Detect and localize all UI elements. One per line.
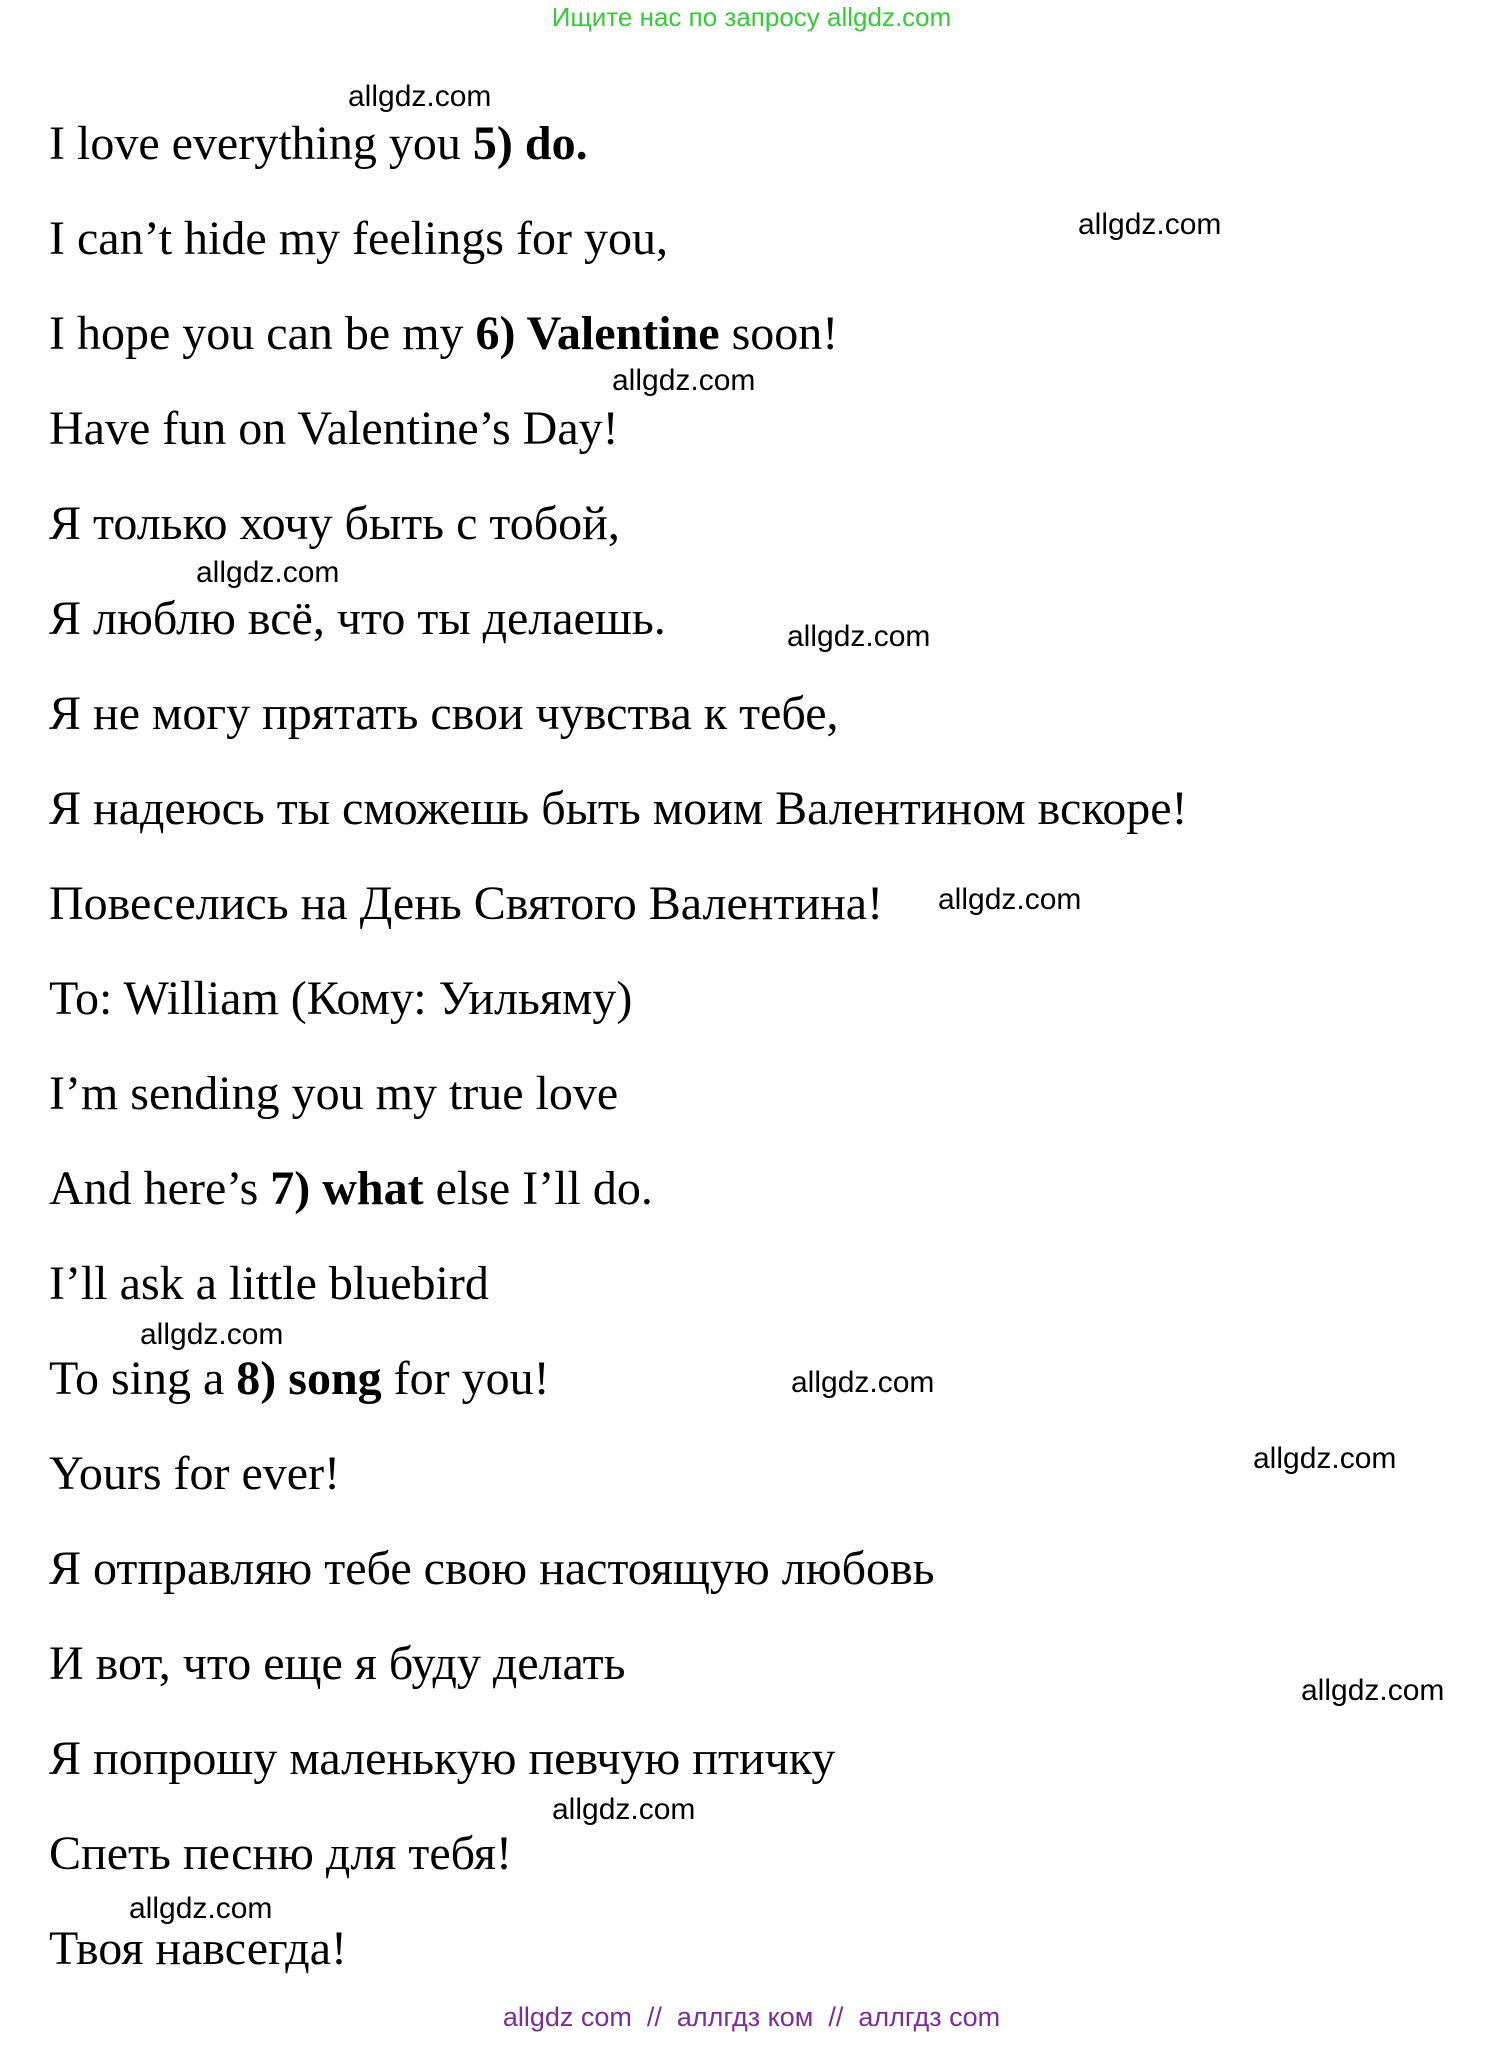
text-line: Я только хочу быть с тобой, — [49, 497, 620, 550]
header-search-link[interactable]: Ищите нас по запросу allgdz.com — [551, 2, 952, 32]
line-text: for you! — [381, 1352, 550, 1405]
watermark: allgdz.com — [938, 883, 1082, 916]
watermark: allgdz.com — [196, 556, 340, 589]
line-text: soon! — [719, 307, 839, 360]
watermark: allgdz.com — [787, 620, 931, 653]
text-line: Я не могу прятать свои чувства к тебе, — [49, 687, 839, 740]
text-line: Я люблю всё, что ты делаешь. — [49, 592, 666, 645]
watermark: allgdz.com — [552, 1793, 696, 1826]
text-line: Твоя навсегда! — [49, 1922, 348, 1975]
line-text: I hope you can be my — [49, 307, 476, 360]
text-line: Я надеюсь ты сможешь быть моим Валентином вскоре! — [49, 782, 1188, 835]
text-line — [49, 117, 588, 170]
footer-links[interactable]: allgdz com // аллгдз ком // аллгдз com — [502, 2002, 1001, 2032]
text-line: I’ll ask a little bluebird — [49, 1257, 489, 1310]
watermark: allgdz.com — [1301, 1674, 1445, 1707]
text-line: Я отправляю тебе свою настоящую любовь — [49, 1542, 935, 1595]
watermark: allgdz.com — [129, 1892, 273, 1925]
line-text: To sing a — [49, 1352, 237, 1405]
line-text: else I’ll do. — [423, 1162, 653, 1215]
watermark: allgdz.com — [791, 1366, 935, 1399]
answer-bold: 6) Valentine — [475, 307, 720, 360]
watermark: allgdz.com — [1253, 1442, 1397, 1475]
line-text: And here’s — [49, 1162, 271, 1215]
answer-bold: 5) do. — [472, 117, 588, 170]
text-line: И вот, что еще я буду делать — [49, 1637, 626, 1690]
text-line: Я попрошу маленькую певчую птичку — [49, 1732, 836, 1785]
text-line: Yours for ever! — [49, 1447, 341, 1500]
text-line: Спеть песню для тебя! — [49, 1827, 512, 1880]
line-text: I love everything you — [49, 117, 473, 170]
text-line: I can’t hide my feelings for you, — [49, 212, 668, 265]
text-line — [49, 1352, 550, 1405]
text-line — [49, 1162, 653, 1215]
watermark: allgdz.com — [348, 80, 492, 113]
text-line: Have fun on Valentine’s Day! — [49, 402, 619, 455]
text-line: To: William (Кому: Уильяму) — [49, 972, 633, 1025]
answer-bold: 8) song — [236, 1352, 382, 1405]
text-line: Повеселись на День Святого Валентина! — [49, 877, 884, 930]
answer-bold: 7) what — [270, 1162, 424, 1215]
watermark: allgdz.com — [612, 364, 756, 397]
text-line: I’m sending you my true love — [49, 1067, 619, 1120]
watermark: allgdz.com — [1078, 208, 1222, 241]
text-line — [49, 307, 839, 360]
watermark: allgdz.com — [140, 1318, 284, 1351]
